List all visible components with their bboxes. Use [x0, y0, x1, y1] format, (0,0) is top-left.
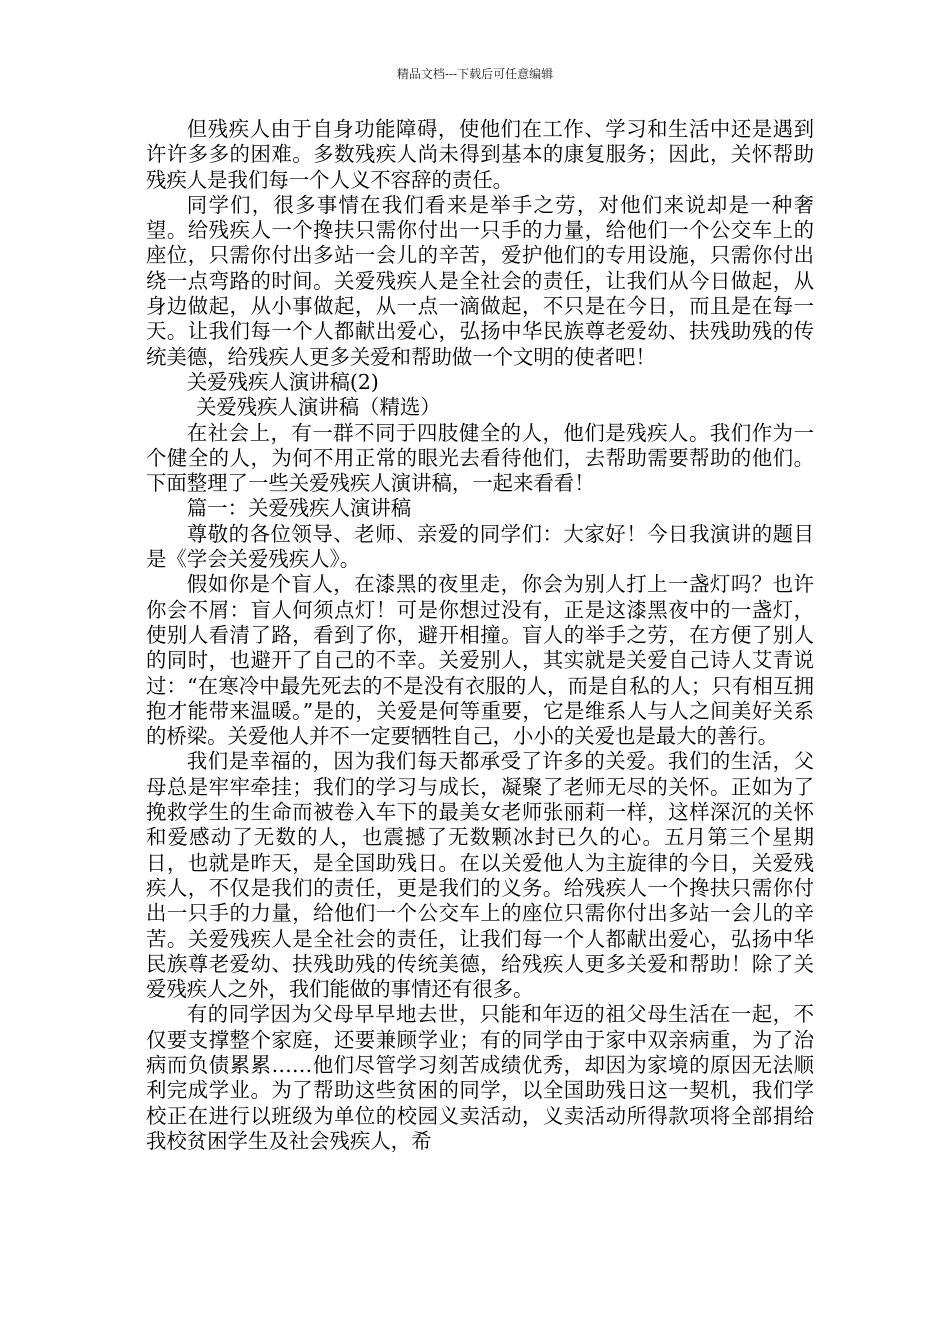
paragraph-greeting: 尊敬的各位领导、老师、亲爱的同学们：大家好！今日我演讲的题目是《学会关爱残疾人》。	[146, 521, 814, 572]
speech-title-2: 关爱残疾人演讲稿(2)	[186, 369, 379, 394]
paragraph-introduction: 在社会上，有一群不同于四肢健全的人，他们是残疾人。我们作为一个健全的人，为何不用正常的眼光去看待他们，去帮助需要帮助的他们。下面整理了一些关爱残疾人演讲稿，一起来看看！	[146, 420, 814, 496]
paragraph-classmates-appeal: 同学们，很多事情在我们看来是举手之劳，对他们来说却是一种奢望。给残疾人一个搀扶只需你付出一只手的力量，给他们一个公交车上的座位，只需你付出多站一会儿的辛苦，爱护他们的专用设施，只需你付出绕一点弯路的时间。关爱残疾人是全社会的责任，让我们从今日做起，从身边做起，从小事做起，从一点一滴做起，不只是在今日，而且是在每一天。让我们每一个人都献出爱心，弘扬中华民族尊老爱幼、扶残助残的传统美德，给残疾人更多关爱和帮助做一个文明的使者吧！	[146, 192, 814, 369]
paragraph-poor-students: 有的同学因为父母早早地去世，只能和年迈的祖父母生活在一起，不仅要支撑整个家庭，还要兼顾学业；有的同学由于家中双亲病重，为了治病而负债累累……他们尽管学习刻苦成绩优秀，却因为家境的原因无法顺利完成学业。为了帮助这些贫困的同学，以全国助残日这一契机，我们学校正在进行以班级为单位的校园义卖活动，义卖活动所得款项将全部捐给我校贫困学生及社会残疾人，希	[146, 1002, 814, 1153]
paragraph-blind-lamp: 假如你是个盲人，在漆黑的夜里走，你会为别人打上一盏灯吗？也许你会不屑：盲人何须点灯！可是你想过没有，正是这漆黑夜中的一盏灯，使别人看清了路，看到了你，避开相撞。盲人的举手之劳，在方便了别人的同时，也避开了自己的不幸。关爱别人，其实就是关爱自己诗人艾青说过：“在寒冷中最先死去的不是没有衣服的人，而是自私的人；只有相互拥抱才能带来温暖。”是的，关爱是何等重要，它是维系人与人之间美好关系的桥梁。关爱他人并不一定要牺牲自己，小小的关爱也是最大的善行。	[146, 572, 814, 749]
page-header: 精品文档---下载后可任意编辑	[396, 67, 554, 81]
paragraph-we-are-happy: 我们是幸福的，因为我们每天都承受了许多的关爱。我们的生活，父母总是牢牢牵挂；我们的学习与成长，凝聚了老师无尽的关怀。正如为了挽救学生的生命而被卷入车下的最美女老师张丽莉一样，这样深沉的关怀和爱感动了无数的人，也震撼了无数颗冰封已久的心。五月第三个星期日，也就是昨天，是全国助残日。在以关爱他人为主旋律的今日，关爱残疾人，不仅是我们的责任，更是我们的义务。给残疾人一个搀扶只需你付出一只手的力量，给他们一个公交车上的座位只需你付出多站一会儿的辛苦。关爱残疾人是全社会的责任，让我们每一个人都献出爱心，弘扬中华民族尊老爱幼、扶残助残的传统美德，给残疾人更多关爱和帮助！除了关爱残疾人之外，我们能做的事情还有很多。	[146, 749, 814, 1002]
paragraph-disability-difficulties: 但残疾人由于自身功能障碍，使他们在工作、学习和生活中还是遇到许许多多的困难。多数残疾人尚未得到基本的康复服务；因此，关怀帮助残疾人是我们每一个人义不容辞的责任。	[146, 117, 814, 192]
section-heading-part-one: 篇一：关爱残疾人演讲稿	[186, 496, 412, 521]
document-body	[146, 117, 814, 1154]
speech-title-selected: 关爱残疾人演讲稿（精选）	[195, 395, 441, 420]
